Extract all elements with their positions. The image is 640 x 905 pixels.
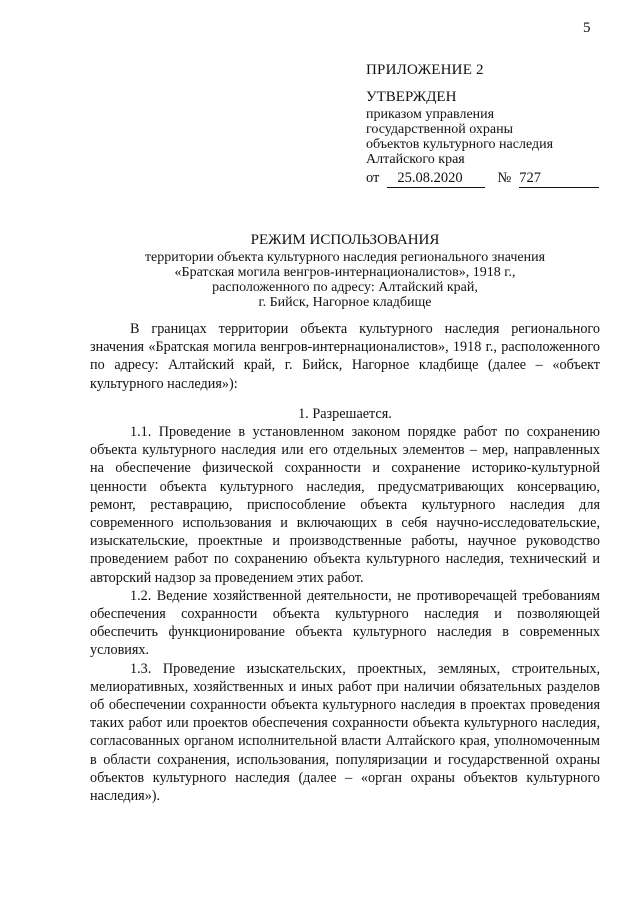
intro-paragraph: В границах территории объекта культурного наследия регионального значения «Братская могила венгров-интернационалистов», 1918 г., расположенного по адресу: Алтайский край, г. Бийск, Нагорное кладбище (далее – «объект культурного наследия»): xyxy=(90,321,600,392)
document-heading xyxy=(90,232,600,310)
list-item: 1.1. Проведение в установленном законом порядке работ по сохранению объекта культурного наследия или его отдельных элементов – мер, направленных на обеспечение физической сохранности и сохранение историко-культурной ценности объекта культурного наследия, предусматривающих консервацию, ремонт, реставрацию, приспособление объекта культурного наследия для современного использования и включающих в себя научно-исследовательские, изыскательские, проектные и производственные работы, научное руководство проведением работ по сохранению объекта культурного наследия, технический и авторский надзор за проведением этих работ. xyxy=(90,424,600,586)
section-title: 1. Разрешается. xyxy=(298,405,392,422)
heading-line: территории объекта культурного наследия регионального значения xyxy=(144,250,546,265)
order-number: 727 xyxy=(519,170,599,188)
page-number: 5 xyxy=(583,20,591,36)
list-item: 1.3. Проведение изыскательских, проектных, земляных, строительных, мелиоративных, хозяйственных и иных работ при наличии обязательных разделов об обеспечении сохранности объекта культурного наследия в проектах проведения таких работ или проектов обеспечения сохранности объекта культурного наследия, согласованных органом исполнительной власти Алтайского края, уполномоченным в области сохранения, использования, популяризации и государственной охраны объектов культурного наследия (далее – «орган охраны объектов культурного наследия»). xyxy=(90,660,600,805)
approval-stamp-block xyxy=(366,62,606,188)
approved-label: УТВЕРЖДЕН xyxy=(366,89,457,105)
number-label: № xyxy=(497,170,512,186)
heading-line: «Братская могила венгров-интернационалистов», 1918 г., xyxy=(174,265,516,280)
heading-line: г. Бийск, Нагорное кладбище xyxy=(258,295,432,310)
approval-line: приказом управления xyxy=(366,107,495,122)
from-label: от xyxy=(366,170,380,186)
appendix-label: ПРИЛОЖЕНИЕ 2 xyxy=(366,62,484,78)
order-date: 25.08.2020 xyxy=(387,170,485,188)
approval-line: государственной охраны xyxy=(366,122,514,137)
list-item: 1.2. Ведение хозяйственной деятельности, не противоречащей требованиям обеспечения сохранности объекта культурного наследия и позволяющей обеспечить функционирование объекта культурного наследия в современных условиях. xyxy=(90,587,600,659)
order-date-row xyxy=(366,170,606,188)
document-body xyxy=(90,320,600,805)
approval-line: Алтайского края xyxy=(366,152,465,167)
document-title: РЕЖИМ ИСПОЛЬЗОВАНИЯ xyxy=(250,232,440,248)
heading-line: расположенного по адресу: Алтайский край, xyxy=(212,280,478,295)
approval-line: объектов культурного наследия xyxy=(366,137,554,152)
